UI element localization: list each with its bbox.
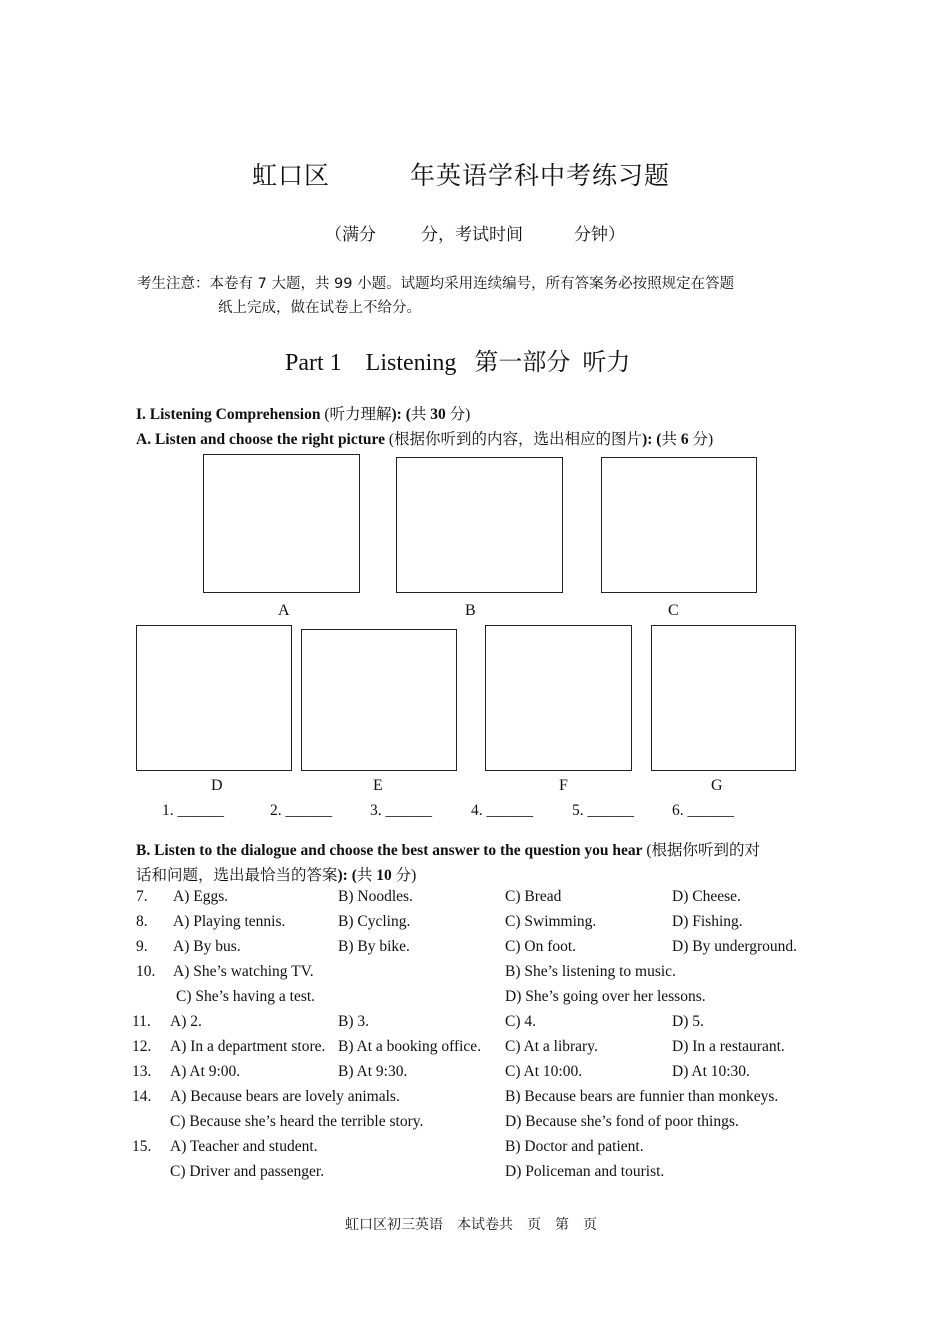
section-a-end: 分)	[688, 431, 714, 448]
answer-blank-6[interactable]: 6. ______	[672, 802, 734, 819]
section-b-heading-line-2	[136, 863, 416, 885]
answer-blank-4[interactable]: 4. ______	[471, 802, 533, 819]
section-1-heading-cn: (听力理解	[320, 406, 392, 423]
option-a[interactable]: A) Because bears are lovely animals.	[170, 1088, 400, 1105]
option-b[interactable]: B) Because bears are funnier than monkeys.	[505, 1088, 779, 1105]
section-1-heading-tail: ): (	[391, 406, 411, 423]
score-middle: 分，考试时间	[421, 225, 523, 244]
option-a[interactable]: A) 2.	[170, 1013, 202, 1030]
section-a-points: 6	[680, 431, 689, 448]
page-title: 年英语学科中考练习题	[410, 161, 671, 190]
answer-blank-2[interactable]: 2. ______	[270, 802, 332, 819]
option-c[interactable]: C) At 10:00.	[505, 1063, 583, 1080]
option-a[interactable]: A) In a department store.	[170, 1038, 326, 1055]
option-c[interactable]: C) Driver and passenger.	[170, 1163, 325, 1180]
question-number: 12.	[132, 1038, 152, 1055]
option-d[interactable]: D) 5.	[672, 1013, 704, 1030]
section-b-heading-cn-2: 话和问题，选出最恰当的答案	[136, 867, 338, 884]
section-b-end: 分)	[391, 867, 417, 884]
question-number: 11.	[132, 1013, 151, 1030]
part-title: Part 1 Listening 第一部分 听力	[285, 350, 631, 376]
section-b-heading-line-1	[136, 838, 760, 860]
option-a[interactable]: A) At 9:00.	[170, 1063, 241, 1080]
picture-box-a	[203, 454, 360, 593]
question-number: 15.	[132, 1138, 152, 1155]
picture-label-g: G	[711, 777, 723, 794]
section-a-heading-tail: ): (	[642, 431, 662, 448]
picture-label-d: D	[211, 777, 223, 794]
option-d[interactable]: D) Fishing.	[672, 913, 743, 930]
picture-box-b	[396, 457, 563, 593]
option-b[interactable]: B) Doctor and patient.	[505, 1138, 644, 1155]
picture-box-e	[301, 629, 457, 771]
question-number: 7.	[136, 888, 148, 905]
page-title-district: 虹口区	[252, 161, 331, 190]
score-prefix: （满分	[325, 225, 376, 244]
question-number: 8.	[136, 913, 148, 930]
option-b[interactable]: B) By bike.	[338, 938, 410, 955]
question-number: 9.	[136, 938, 148, 955]
section-a-heading-cn: (根据你听到的内容，选出相应的图片	[385, 431, 643, 448]
score-suffix: 分钟）	[574, 225, 625, 244]
picture-label-f: F	[559, 777, 568, 794]
picture-box-d	[136, 625, 292, 771]
section-b-heading-bold: B. Listen to the dialogue and choose the best answer to the question you hear	[136, 842, 643, 859]
option-a[interactable]: A) By bus.	[173, 938, 241, 955]
picture-label-a: A	[278, 602, 290, 619]
option-c[interactable]: C) Bread	[505, 888, 562, 905]
option-c[interactable]: C) She’s having a test.	[176, 988, 316, 1005]
notice-line-2: 纸上完成，做在试卷上不给分。	[218, 300, 421, 316]
section-1-heading-bold: I. Listening Comprehension	[136, 406, 321, 423]
answer-blank-3[interactable]: 3. ______	[370, 802, 432, 819]
option-b[interactable]: B) Cycling.	[338, 913, 411, 930]
option-a[interactable]: A) She’s watching TV.	[173, 963, 314, 980]
option-c[interactable]: C) On foot.	[505, 938, 577, 955]
option-b[interactable]: B) At 9:30.	[338, 1063, 408, 1080]
notice-line-1: 考生注意：本卷有 7 大题，共 99 小题。试题均采用连续编号，所有答案务必按照规定在答题	[137, 276, 735, 292]
option-b[interactable]: B) 3.	[338, 1013, 369, 1030]
option-c[interactable]: C) At a library.	[505, 1038, 598, 1055]
question-number: 10.	[136, 963, 156, 980]
page-footer: 虹口区初三英语 本试卷共 页 第 页	[345, 1218, 597, 1233]
picture-label-c: C	[668, 602, 679, 619]
question-number: 14.	[132, 1088, 152, 1105]
option-d[interactable]: D) At 10:30.	[672, 1063, 750, 1080]
option-a[interactable]: A) Eggs.	[173, 888, 229, 905]
section-1-count-cn: 共	[410, 406, 431, 423]
section-b-heading-cn-1: (根据你听到的对	[642, 842, 761, 859]
picture-label-b: B	[465, 602, 476, 619]
section-a-count-cn: 共	[661, 431, 681, 448]
picture-box-g	[651, 625, 796, 771]
option-d[interactable]: D) Cheese.	[672, 888, 741, 905]
option-c[interactable]: C) 4.	[505, 1013, 536, 1030]
option-a[interactable]: A) Playing tennis.	[173, 913, 286, 930]
answer-blank-1[interactable]: 1. ______	[162, 802, 224, 819]
option-d[interactable]: D) She’s going over her lessons.	[505, 988, 706, 1005]
option-d[interactable]: D) Because she’s fond of poor things.	[505, 1113, 739, 1130]
answer-blank-5[interactable]: 5. ______	[572, 802, 634, 819]
section-1-end: 分)	[445, 406, 471, 423]
option-d[interactable]: D) In a restaurant.	[672, 1038, 785, 1055]
option-a[interactable]: A) Teacher and student.	[170, 1138, 318, 1155]
section-b-points: 10	[376, 867, 392, 884]
picture-label-e: E	[373, 777, 383, 794]
option-d[interactable]: D) Policeman and tourist.	[505, 1163, 665, 1180]
section-1-heading	[136, 402, 470, 424]
option-b[interactable]: B) At a booking office.	[338, 1038, 482, 1055]
option-d[interactable]: D) By underground.	[672, 938, 797, 955]
question-number: 13.	[132, 1063, 152, 1080]
option-c[interactable]: C) Because she’s heard the terrible story.	[170, 1113, 424, 1130]
picture-box-c	[601, 457, 757, 593]
section-b-count-cn: 共	[356, 867, 377, 884]
section-1-points: 30	[430, 406, 446, 423]
section-a-heading	[136, 427, 713, 449]
section-b-heading-tail: ): (	[337, 867, 357, 884]
section-a-heading-bold: A. Listen and choose the right picture	[136, 431, 386, 448]
option-b[interactable]: B) She’s listening to music.	[505, 963, 676, 980]
option-b[interactable]: B) Noodles.	[338, 888, 413, 905]
picture-box-f	[485, 625, 632, 771]
option-c[interactable]: C) Swimming.	[505, 913, 597, 930]
